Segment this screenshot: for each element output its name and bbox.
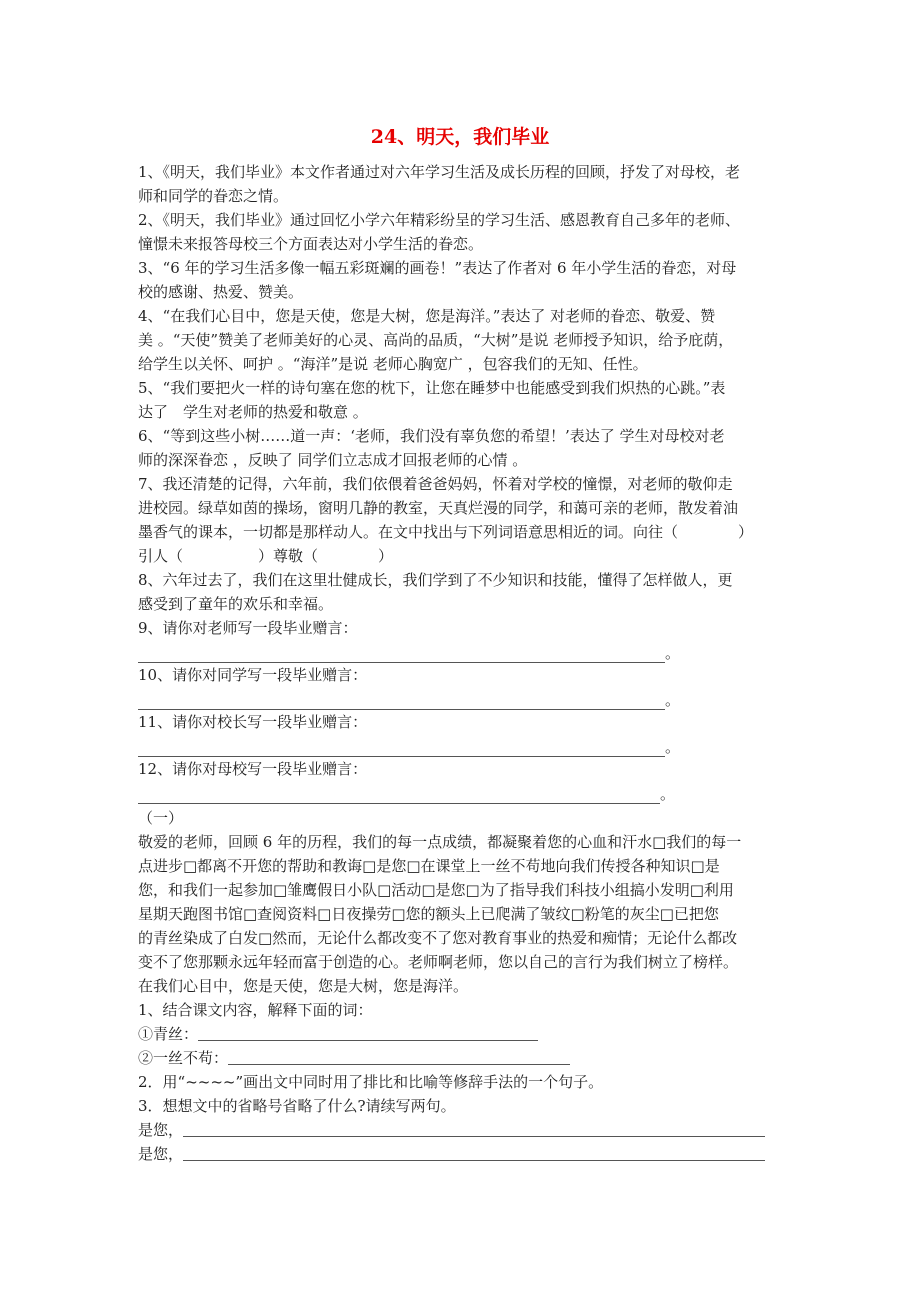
text-line: 达了 学生对老师的热爱和敬意 。: [138, 403, 368, 421]
knowledge-item: [138, 376, 783, 424]
page-title: 24、明天，我们毕业: [370, 126, 550, 148]
question-1: 1、结合课文内容，解释下面的词：: [138, 1001, 373, 1019]
answer-blank: [138, 687, 783, 710]
question-1a-label: ①青丝：: [138, 1025, 199, 1043]
text-line: 引人（ ）尊敬（ ）: [138, 547, 394, 565]
text-line: 4、“在我们心目中，您是天使，您是大树，您是海洋。”表达了 对老师的眷恋、敬爱、赞: [138, 307, 716, 325]
passage-line: 的青丝染成了白发□然而，无论什么都改变不了您对教育事业的热爱和痴情；无论什么都改: [138, 929, 738, 947]
question-3: 3．想想文中的省略号省略了什么?请续写两句。: [138, 1097, 456, 1115]
text-line: 校的感谢、热爱、赞美。: [138, 283, 304, 301]
answer-line[interactable]: [138, 648, 665, 663]
answer-blank: [138, 734, 783, 757]
prompt-label: 12、请你对母校写一段毕业赠言：: [138, 760, 368, 778]
text-line: 憧憬未来报答母校三个方面表达对小学生活的眷恋。: [138, 235, 484, 253]
text-line: 1、《明天，我们毕业》本文作者通过对六年学习生活及成长历程的回顾，抒发了对母校，老: [138, 163, 741, 181]
text-line: 墨香气的课本，一切都是那样动人。在文中找出与下列词语意思相近的词。向往（ ）: [138, 523, 754, 541]
text-line: 师的深深眷恋 ，反映了 同学们立志成才回报老师的心情 。: [138, 451, 528, 469]
question-3a-label: 是您，: [138, 1121, 184, 1139]
question-3b-label: 是您，: [138, 1145, 184, 1163]
prompt-item: [138, 710, 783, 757]
question-1a: [138, 1022, 783, 1046]
text-line: 3、“6 年的学习生活多像一幅五彩斑斓的画卷！”表达了作者对 6 年小学生活的眷恋，对母: [138, 259, 737, 277]
text-line: 感受到了童年的欢乐和幸福。: [138, 595, 334, 613]
knowledge-item: [138, 256, 783, 304]
knowledge-points: [138, 160, 783, 616]
answer-line-3b[interactable]: [183, 1146, 765, 1161]
answer-line[interactable]: [138, 742, 665, 757]
knowledge-item: [138, 424, 783, 472]
prompt-item: [138, 757, 783, 804]
passage-line: 在我们心目中，您是天使，您是大树，您是海洋。: [138, 977, 469, 995]
text-line: 6、“等到这些小树……道一声：‘老师，我们没有辜负您的希望！’表达了 学生对母校对老: [138, 427, 725, 445]
worksheet-content: [138, 160, 783, 1166]
farewell-prompts: [138, 616, 783, 804]
text-line: 美 。“天使”赞美了老师美好的心灵、高尚的品质，“大树”是说 老师授予知识，给予庇荫，: [138, 331, 734, 349]
prompt-label: 11、请你对校长写一段毕业赠言：: [138, 713, 368, 731]
knowledge-item: [138, 568, 783, 616]
passage-line: 变不了您那颗永远年轻而富于创造的心。老师啊老师，您以自己的言行为我们树立了榜样。: [138, 953, 739, 971]
answer-line-1b[interactable]: [228, 1050, 570, 1065]
answer-line-1a[interactable]: [198, 1026, 538, 1041]
text-line: 8、六年过去了，我们在这里壮健成长，我们学到了不少知识和技能，懂得了怎样做人，更: [138, 571, 733, 589]
question-3a: [138, 1118, 783, 1142]
answer-line[interactable]: [138, 789, 660, 804]
prompt-label: 9、请你对老师写一段毕业赠言：: [138, 619, 358, 637]
passage-line: 星期天跑图书馆□查阅资料□日夜操劳□您的额头上已爬满了皱纹□粉笔的灰尘□已把您: [138, 905, 719, 923]
text-line: 进校园。绿草如茵的操场，窗明几静的教室，天真烂漫的同学，和蔼可亲的老师，散发着油: [138, 499, 739, 517]
period: 。: [665, 644, 681, 662]
knowledge-item: [138, 472, 783, 568]
reading-passage: [138, 830, 783, 998]
prompt-item: [138, 616, 783, 663]
question-3b: [138, 1142, 783, 1166]
answer-line-3a[interactable]: [183, 1122, 765, 1137]
period: 。: [660, 785, 676, 803]
answer-line[interactable]: [138, 695, 665, 710]
text-line: 给学生以关怀、呵护 。“海洋”是说 老师心胸宽广 ，包容我们的无知、任性。: [138, 355, 648, 373]
text-line: 师和同学的眷恋之情。: [138, 187, 289, 205]
period: 。: [665, 691, 681, 709]
knowledge-item: [138, 160, 783, 208]
knowledge-item: [138, 304, 783, 376]
text-line: 5、“我们要把火一样的诗句塞在您的枕下，让您在睡梦中也能感受到我们炽热的心跳。”表: [138, 379, 726, 397]
prompt-item: [138, 663, 783, 710]
text-line: 7、我还清楚的记得，六年前，我们依偎着爸爸妈妈，怀着对学校的憧憬，对老师的敬仰走: [138, 475, 733, 493]
question-1b-label: ②一丝不苟：: [138, 1049, 229, 1067]
passage-line: 点进步□都离不开您的帮助和教诲□是您□在课堂上一丝不苟地向我们传授各种知识□是: [138, 857, 720, 875]
question-2: 2．用“~~~~”画出文中同时用了排比和比喻等修辞手法的一个句子。: [138, 1073, 604, 1091]
passage-line: 您，和我们一起参加□雏鹰假日小队□活动□是您□为了指导我们科技小组搞小发明□利用: [138, 881, 734, 899]
text-line: 2、《明天，我们毕业》通过回忆小学六年精彩纷呈的学习生活、感恩教育自己多年的老师、: [138, 211, 741, 229]
knowledge-item: [138, 208, 783, 256]
passage-line: 敬爱的老师，回顾 6 年的历程，我们的每一点成绩，都凝聚着您的心血和汗水□我们的每一: [138, 833, 742, 851]
section-label: （一）: [138, 809, 184, 827]
period: 。: [665, 738, 681, 756]
prompt-label: 10、请你对同学写一段毕业赠言：: [138, 666, 368, 684]
answer-blank: [138, 640, 783, 663]
answer-blank: [138, 781, 783, 804]
question-1b: [138, 1046, 783, 1070]
